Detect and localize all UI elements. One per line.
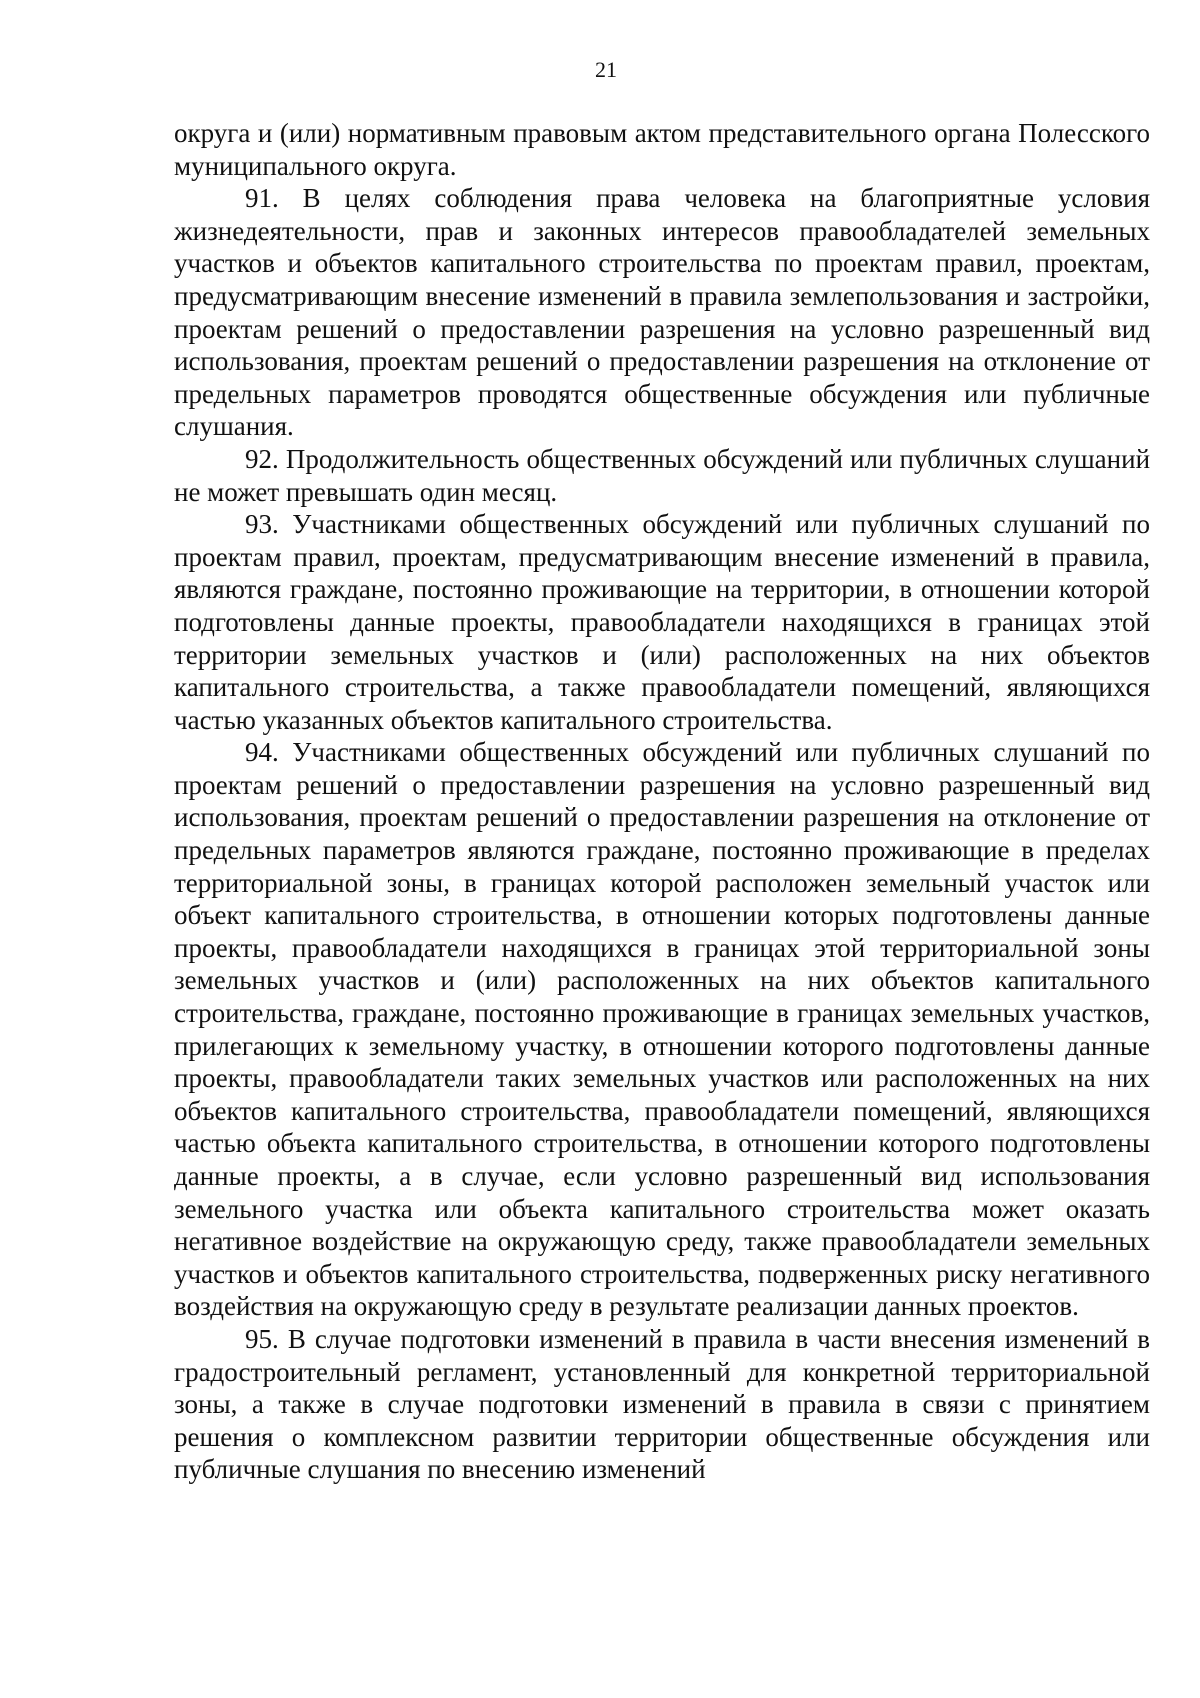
- paragraph-number: 95.: [245, 1323, 279, 1354]
- paragraph-text: В целях соблюдения права человека на благоприятные условия жизнедеятельности, прав и законных интересов правообладателей земельных участков и объектов капитального строительства по проектам правил, проектам, предусматривающим внесение изменений в правила землепользования и застройки, проектам решений о предоставлении разрешения на условно разрешенный вид использования, проектам решений о предоставлении разрешения на отклонение от предельных параметров проводятся общественные обсуждения или публичные слушания.: [174, 183, 1151, 442]
- paragraph-number: 92.: [245, 443, 279, 474]
- paragraph-95: [174, 1323, 1150, 1486]
- paragraph-number: 93.: [245, 509, 279, 540]
- paragraph-number: 94.: [245, 737, 279, 768]
- paragraph-text: Участниками общественных обсуждений или публичных слушаний по проектам правил, проектам, предусматривающим внесение изменений в правила, являются граждане, постоянно проживающие на территории, в отношении которой подготовлены данные проекты, правообладатели находящихся в границах этой территории земельных участков и (или) расположенных на них объектов капитального строительства, а также правообладатели помещений, являющихся частью указанных объектов капитального строительства.: [174, 509, 1150, 735]
- paragraph-text: Продолжительность общественных обсуждений или публичных слушаний не может превышать один месяц.: [174, 443, 1151, 507]
- page-number: 21: [595, 57, 617, 82]
- document-body: [174, 117, 1150, 1486]
- paragraph-93: [174, 508, 1150, 736]
- paragraph-text: Участниками общественных обсуждений или публичных слушаний по проектам решений о предоставлении разрешения на условно разрешенный вид использования, проектам решений о предоставлении разрешения на отклонение от предельных параметров являются граждане, постоянно проживающие в пределах территориальной зоны, в границах которой расположен земельный участок или объект капитального строительства, в отношении которых подготовлены данные проекты, правообладатели находящихся в границах этой территориальной зоны земельных участков и (или) расположенных на них объектов капитального строительства, граждане, постоянно проживающие в границах земельных участков, прилегающих к земельному участку, в отношении которого подготовлены данные проекты, правообладатели таких земельных участков или расположенных на них объектов капитального строительства, правообладатели помещений, являющихся частью объекта капитального строительства, в отношении которого подготовлены данные проекты, а в случае, если условно разрешенный вид использования земельного участка или объекта капитального строительства может оказать негативное воздействие на окружающую среду, также правообладатели земельных участков и объектов капитального строительства, подверженных риску негативного воздействия на окружающую среду в результате реализации данных проектов.: [174, 737, 1150, 1322]
- paragraph-number: 91.: [245, 183, 279, 214]
- paragraph-92: [174, 443, 1150, 508]
- paragraph-94: [174, 736, 1150, 1323]
- paragraph-91: [174, 182, 1150, 443]
- continuation-paragraph: округа и (или) нормативным правовым актом представительного органа Полесского муниципального округа.: [174, 118, 1150, 181]
- paragraph-text: В случае подготовки изменений в правила в части внесения изменений в градостроительный регламент, установленный для конкретной территориальной зоны, а также в случае подготовки изменений в правила в связи с принятием решения о комплексном развитии территории общественные обсуждения или публичные слушания по внесению изменений: [174, 1323, 1151, 1485]
